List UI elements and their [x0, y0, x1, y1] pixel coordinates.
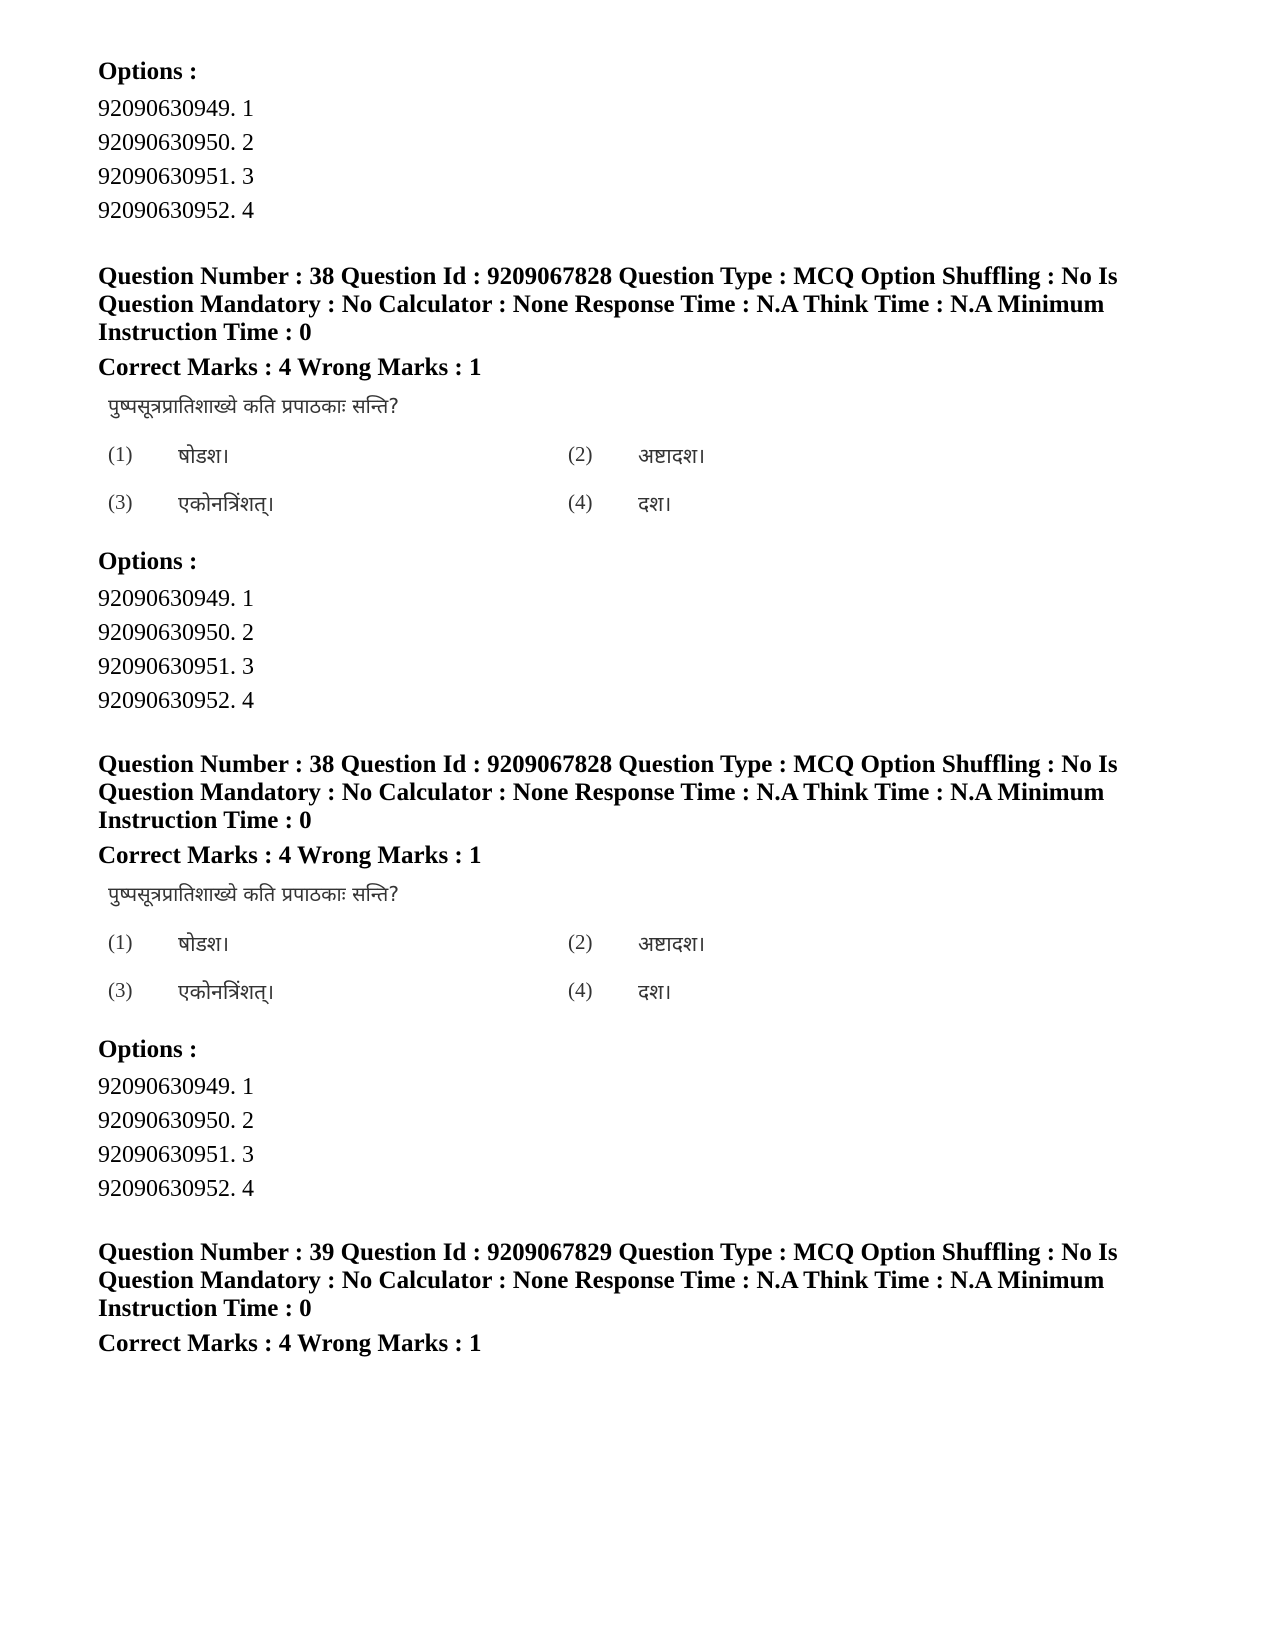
question-meta-line: Instruction Time : 0 — [98, 807, 312, 834]
choice-number: (1) — [108, 442, 133, 466]
options-heading: Options : — [98, 548, 198, 575]
choice-text: षोडश। — [178, 444, 230, 468]
question-marks: Correct Marks : 4 Wrong Marks : 1 — [98, 1330, 482, 1357]
question-header — [98, 263, 1188, 382]
option-line: 92090630949. 1 — [98, 586, 254, 612]
options-heading: Options : — [98, 1036, 198, 1063]
choice-number: (4) — [568, 490, 593, 514]
question-text: पुष्पसूत्रप्रातिशाख्ये कति प्रपाठकाः सन्ति? — [108, 394, 399, 418]
choice-text: षोडश। — [178, 932, 230, 956]
choice-number: (3) — [108, 490, 133, 514]
option-line: 92090630952. 4 — [98, 198, 254, 224]
choice-text: एकोनत्रिंशत्। — [178, 492, 275, 516]
choice-number: (1) — [108, 930, 133, 954]
option-line: 92090630950. 2 — [98, 1108, 254, 1134]
question-meta-line: Question Mandatory : No Calculator : None Response Time : N.A Think Time : N.A Minimum — [98, 291, 1105, 318]
choice-text: दश। — [638, 980, 672, 1004]
question-header — [98, 1239, 1188, 1358]
option-line: 92090630951. 3 — [98, 654, 254, 680]
question-meta-line: Question Number : 38 Question Id : 9209067828 Question Type : MCQ Option Shuffling : No Is — [98, 751, 1118, 778]
options-block — [98, 1036, 254, 1206]
question-body — [108, 392, 728, 552]
option-line: 92090630949. 1 — [98, 1074, 254, 1100]
question-meta-line: Question Mandatory : No Calculator : None Response Time : N.A Think Time : N.A Minimum — [98, 1267, 1105, 1294]
options-heading: Options : — [98, 58, 198, 85]
choice-number: (2) — [568, 930, 593, 954]
options-block — [98, 548, 254, 718]
question-marks: Correct Marks : 4 Wrong Marks : 1 — [98, 842, 482, 869]
choice-number: (4) — [568, 978, 593, 1002]
question-marks: Correct Marks : 4 Wrong Marks : 1 — [98, 354, 482, 381]
option-line: 92090630950. 2 — [98, 620, 254, 646]
choice-grid — [108, 442, 728, 552]
option-line: 92090630951. 3 — [98, 1142, 254, 1168]
option-line: 92090630951. 3 — [98, 164, 254, 190]
question-meta-line: Question Number : 39 Question Id : 9209067829 Question Type : MCQ Option Shuffling : No Is — [98, 1239, 1118, 1266]
choice-text: दश। — [638, 492, 672, 516]
question-meta-line: Question Mandatory : No Calculator : None Response Time : N.A Think Time : N.A Minimum — [98, 779, 1105, 806]
question-body — [108, 880, 728, 1040]
option-line: 92090630949. 1 — [98, 96, 254, 122]
question-meta-line: Instruction Time : 0 — [98, 319, 312, 346]
option-line: 92090630950. 2 — [98, 130, 254, 156]
choice-text: एकोनत्रिंशत्। — [178, 980, 275, 1004]
question-text: पुष्पसूत्रप्रातिशाख्ये कति प्रपाठकाः सन्ति? — [108, 882, 399, 906]
question-meta-line: Instruction Time : 0 — [98, 1295, 312, 1322]
question-meta-line: Question Number : 38 Question Id : 9209067828 Question Type : MCQ Option Shuffling : No Is — [98, 263, 1118, 290]
choice-text: अष्टादश। — [638, 932, 706, 956]
option-line: 92090630952. 4 — [98, 688, 254, 714]
options-block — [98, 58, 254, 228]
choice-number: (3) — [108, 978, 133, 1002]
option-line: 92090630952. 4 — [98, 1176, 254, 1202]
question-header — [98, 751, 1188, 870]
choice-grid — [108, 930, 728, 1040]
choice-text: अष्टादश। — [638, 444, 706, 468]
choice-number: (2) — [568, 442, 593, 466]
